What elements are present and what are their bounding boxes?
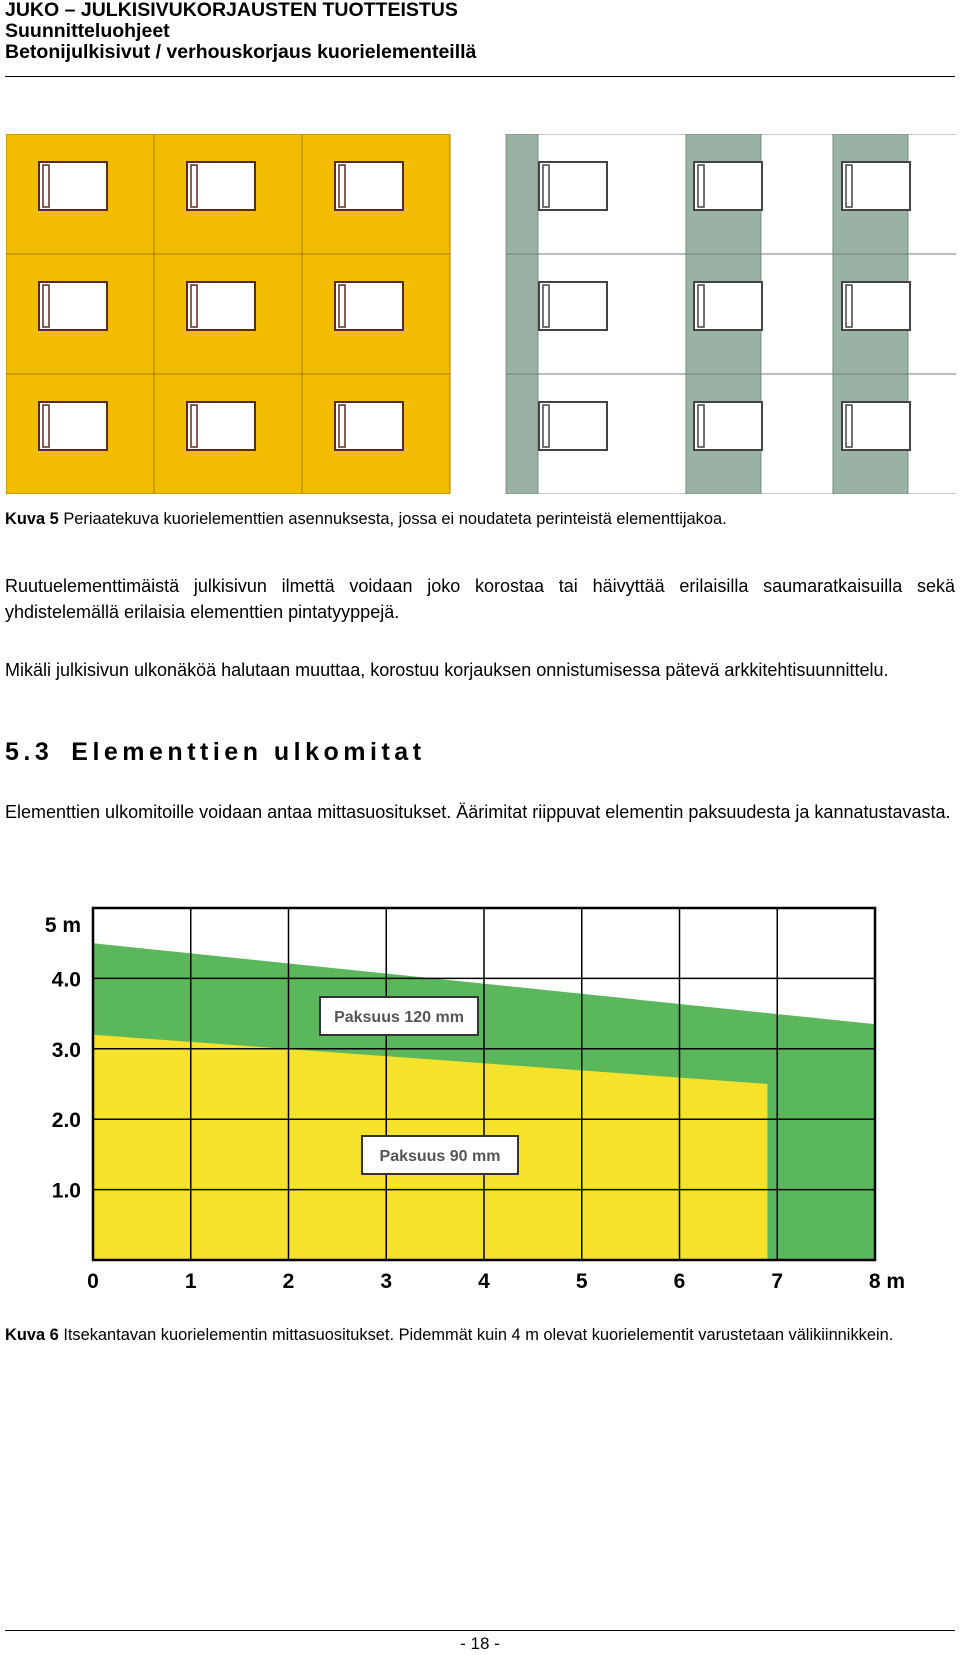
section-number: 5.3 — [5, 738, 54, 766]
section-heading — [5, 738, 426, 767]
x-tick-label: 2 — [282, 1270, 295, 1293]
x-tick-label: 7 — [771, 1270, 784, 1293]
paragraph-1: Ruutuelementtimäistä julkisivun ilmettä voidaan joko korostaa tai häivyttää erilaisilla saumaratkaisuilla sekä yhdistelemällä erilaisia elementtien pintatyyppejä. — [5, 576, 955, 622]
x-tick-label: 5 — [575, 1270, 588, 1293]
figure6-caption — [5, 1323, 955, 1348]
y-tick-label: 4.0 — [51, 968, 81, 992]
figure5-caption — [5, 510, 955, 529]
paragraph-3: Elementtien ulkomitoille voidaan antaa mittasuositukset. Äärimitat riippuvat elementin paksuudesta ja kannatustavasta. — [5, 802, 951, 822]
x-tick-label: 1 — [184, 1270, 197, 1293]
y-tick-label: 5 m — [44, 914, 81, 937]
x-tick-label: 4 — [478, 1270, 490, 1293]
x-tick-label: 6 — [673, 1270, 686, 1293]
green-facade-panels — [506, 134, 956, 494]
size-recommendation-chart — [25, 900, 905, 1300]
y-tick-label: 2.0 — [51, 1109, 81, 1133]
footer-divider — [5, 1630, 955, 1631]
x-tick-label: 0 — [87, 1270, 99, 1293]
series-label-90mm: Paksuus 90 mm — [379, 1148, 501, 1165]
yellow-facade-panels — [6, 134, 450, 494]
figure6-caption-text: Itsekantavan kuorielementin mittasuositukset. Pidemmät kuin 4 m olevat kuorielementit varustetaan välikiinnikkein. — [63, 1326, 894, 1344]
white-strip — [761, 134, 833, 494]
x-tick-label: 3 — [380, 1270, 393, 1293]
header-title: JUKO – JULKISIVUKORJAUSTEN TUOTTEISTUS — [5, 0, 458, 21]
y-tick-label: 3.0 — [51, 1038, 81, 1062]
header-subtitle: Suunnitteluohjeet — [5, 20, 170, 42]
white-strip — [908, 134, 956, 494]
series-label-120mm: Paksuus 120 mm — [334, 1009, 464, 1026]
header-divider — [5, 76, 955, 77]
figure5-caption-label: Kuva 5 — [5, 510, 59, 528]
figure6-caption-label: Kuva 6 — [5, 1326, 59, 1344]
figure5-caption-text: Periaatekuva kuorielementtien asennuksesta, jossa ei noudateta perinteistä elementtijakoa. — [63, 510, 727, 528]
x-tick-label: 8 m — [868, 1270, 905, 1293]
y-tick-label: 1.0 — [51, 1179, 81, 1203]
paragraph-2: Mikäli julkisivun ulkonäköä halutaan muuttaa, korostuu korjauksen onnistumisessa pätevä arkkitehtisuunnittelu. — [5, 660, 889, 680]
page-number: - 18 - — [460, 1634, 500, 1653]
section-title: Elementtien ulkomitat — [71, 738, 426, 766]
facade-illustration — [6, 134, 956, 494]
page-header — [5, 0, 476, 63]
green-strip — [506, 134, 538, 494]
header-document-title: Betonijulkisivut / verhouskorjaus kuorielementeillä — [5, 41, 477, 63]
